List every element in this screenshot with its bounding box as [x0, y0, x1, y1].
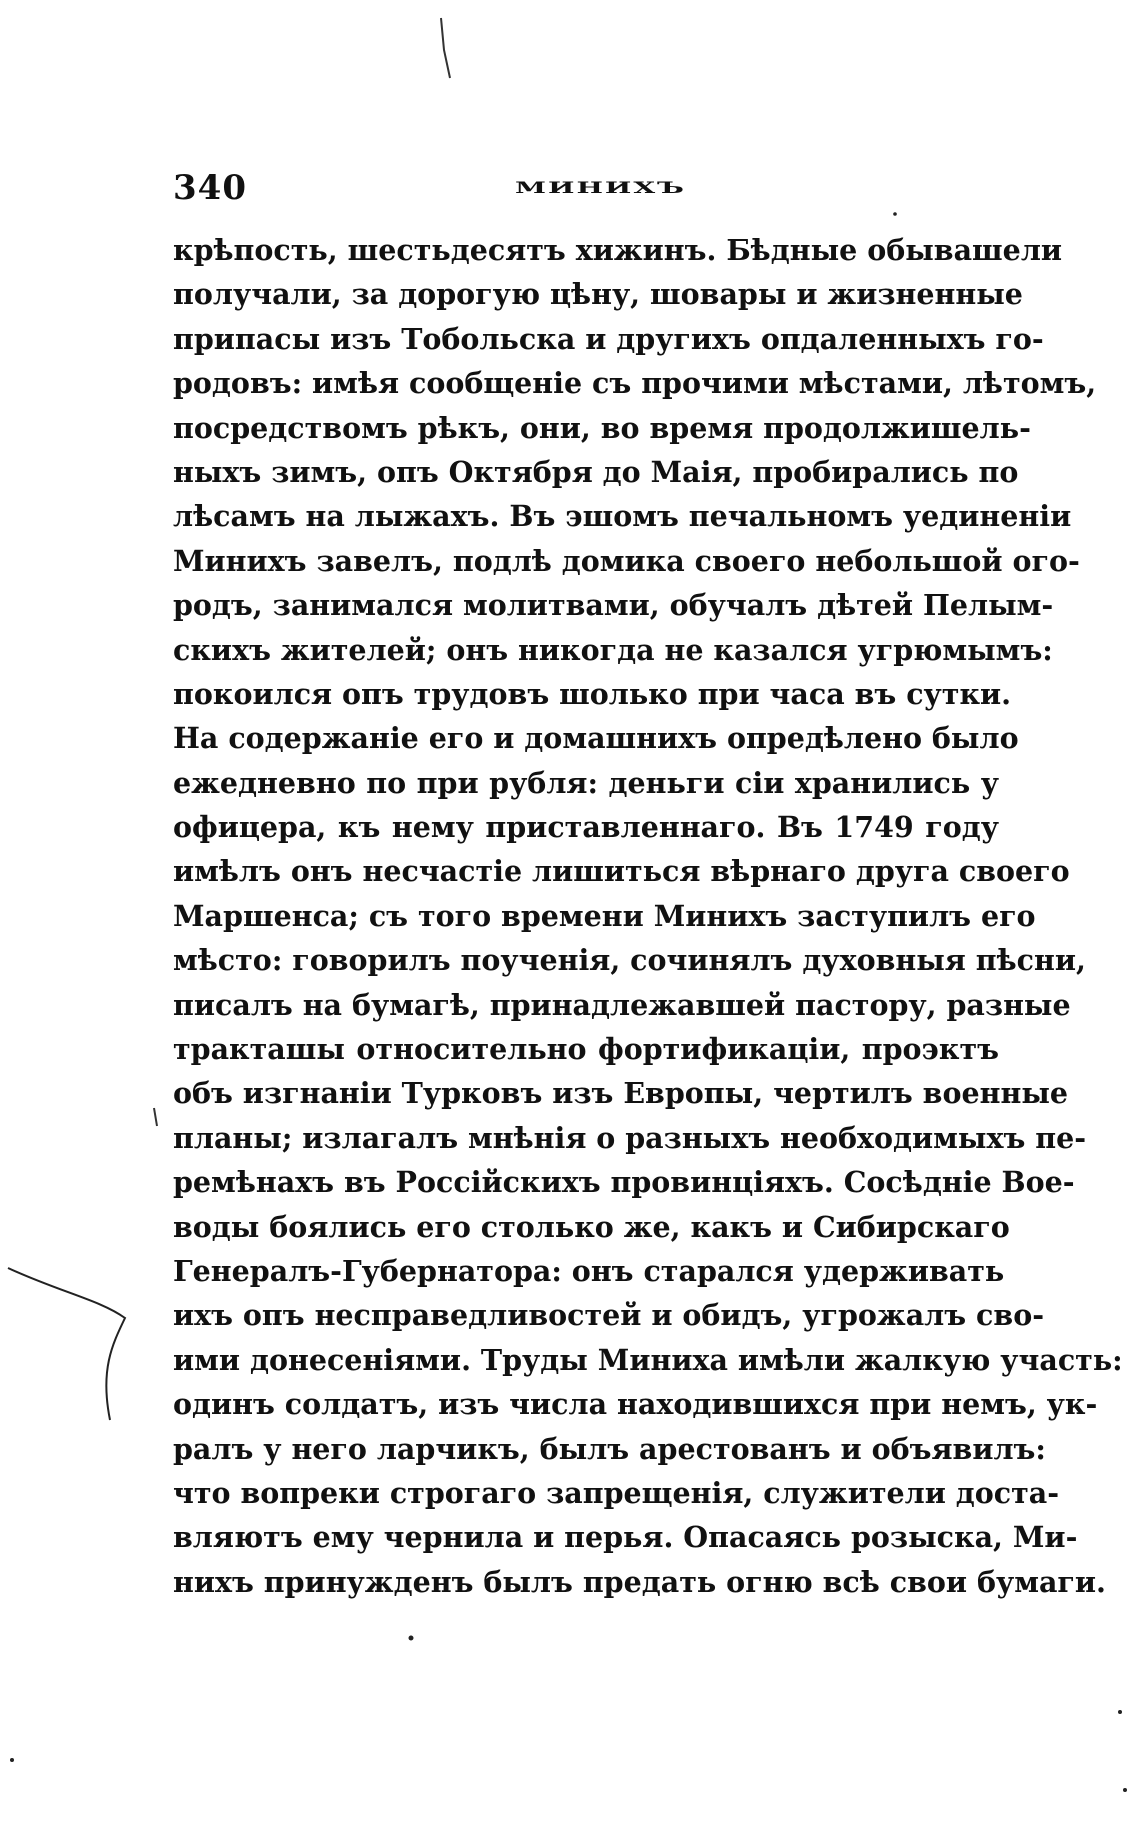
text-line: что вопреки строгаго запрещенія, служители доста- [173, 1475, 1060, 1510]
page-header [173, 168, 999, 208]
speck [10, 1758, 14, 1762]
text-line: писалъ на бумагѣ, принадлежавшей пастору, разные [173, 987, 1071, 1022]
text-line: ежедневно по при рубля: деньги сіи хранились у [173, 765, 999, 800]
text-line: ими донесеніями. Труды Миниха имѣли жалкую участь: [173, 1342, 1123, 1377]
text-line: офицера, къ нему приставленнаго. Въ 1749 году [173, 810, 999, 845]
text-line: объ изгнаніи Турковъ изъ Европы, чертилъ военные [173, 1076, 1069, 1111]
margin-tick-mark [154, 1108, 157, 1126]
text-line: ныхъ зимъ, опъ Октября до Маія, пробирались по [173, 454, 1019, 489]
text-line: нихъ принужденъ былъ предать огню всѣ свои бумаги. [173, 1564, 1106, 1599]
speck [1118, 1710, 1122, 1714]
text-line: родовъ: имѣя сообщеніе съ прочими мѣстами, лѣтомъ, [173, 366, 1097, 401]
text-line: получали, за дорогую цѣну, шовары и жизненные [173, 277, 1023, 312]
text-line: одинъ солдатъ, изъ числа находившихся при немъ, ук- [173, 1387, 1098, 1422]
speck [409, 1636, 414, 1641]
text-line: воды боялись его столько же, какъ и Сибирскаго [173, 1209, 1010, 1244]
text-line: вляютъ ему чернила и перья. Опасаясь розыска, Ми- [173, 1520, 1078, 1555]
text-line: мѣсто: говорилъ поученія, сочинялъ духовныя пѣсни, [173, 943, 1086, 978]
text-line: имѣлъ онъ несчастіе лишиться вѣрнаго друга своего [173, 854, 1070, 889]
body-text [173, 228, 1123, 1604]
text-line: Генералъ-Губернатора: онъ старался удерживать [173, 1253, 1005, 1288]
speck [1123, 1788, 1127, 1792]
text-line: припасы изъ Тобольска и другихъ опдаленныхъ го- [173, 321, 1044, 356]
text-line: ихъ опъ несправедливостей и обидъ, угрожалъ сво- [173, 1298, 1045, 1333]
running-head: МИНИХЪ [515, 178, 686, 197]
text-line: лѣсамъ на лыжахъ. Въ эшомъ печальномъ уединеніи [173, 499, 1072, 534]
text-line: скихъ жителей; онъ никогда не казался угрюмымъ: [173, 632, 1053, 667]
text-line: покоился опъ трудовъ шолько при часа въ сутки. [173, 676, 1012, 711]
scan-stroke-top [441, 18, 450, 78]
text-line: На содержаніе его и домашнихъ опредѣлено было [173, 721, 1019, 756]
text-line: ремѣнахъ въ Россійскихъ провинціяхъ. Сосѣдніе Вое- [173, 1165, 1075, 1200]
text-line: Маршенса; съ того времени Минихъ заступилъ его [173, 898, 1036, 933]
text-line: посредствомъ рѣкъ, они, во время продолжишель- [173, 410, 1031, 445]
margin-pencil-mark [8, 1268, 125, 1420]
page-number: 340 [173, 168, 247, 208]
text-line: ралъ у него ларчикъ, былъ арестованъ и объявилъ: [173, 1431, 1046, 1466]
speck [893, 212, 897, 216]
text-line: крѣпость, шестьдесятъ хижинъ. Бѣдные обывашели [173, 233, 1063, 267]
text-line: тракташы относительно фортификаціи, проэктъ [173, 1032, 999, 1067]
text-line: планы; излагалъ мнѣнія о разныхъ необходимыхъ пе- [173, 1120, 1087, 1155]
text-line: родъ, занимался молитвами, обучалъ дѣтей Пелым- [173, 588, 1054, 623]
text-line: Минихъ завелъ, подлѣ домика своего небольшой ого- [173, 543, 1080, 578]
